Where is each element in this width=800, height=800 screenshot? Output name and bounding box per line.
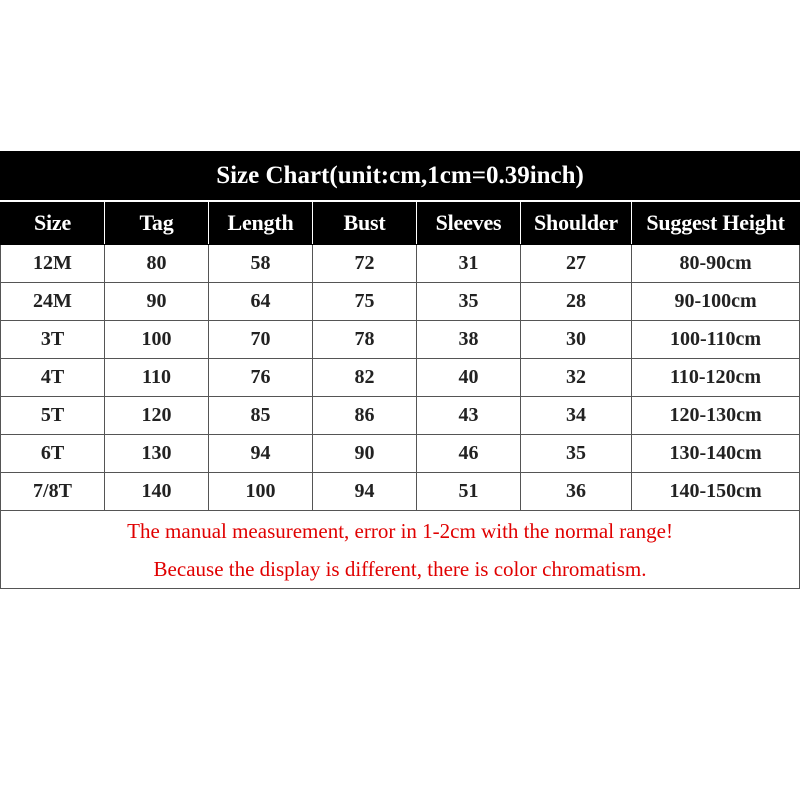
cell-size: 6T: [1, 435, 105, 473]
cell-size: 7/8T: [1, 473, 105, 511]
cell-bust: 94: [313, 473, 417, 511]
chart-title: Size Chart(unit:cm,1cm=0.39inch): [1, 152, 800, 202]
cell-suggest-height: 100-110cm: [632, 321, 800, 359]
table-row: [1, 283, 800, 321]
cell-sleeves: 40: [417, 359, 521, 397]
cell-length: 94: [209, 435, 313, 473]
cell-sleeves: 35: [417, 283, 521, 321]
table-row: [1, 245, 800, 283]
cell-tag: 100: [105, 321, 209, 359]
cell-sleeves: 51: [417, 473, 521, 511]
cell-bust: 72: [313, 245, 417, 283]
column-header-length: Length: [209, 201, 313, 245]
cell-length: 85: [209, 397, 313, 435]
cell-bust: 82: [313, 359, 417, 397]
cell-tag: 80: [105, 245, 209, 283]
cell-tag: 110: [105, 359, 209, 397]
cell-shoulder: 32: [521, 359, 632, 397]
cell-bust: 86: [313, 397, 417, 435]
cell-length: 64: [209, 283, 313, 321]
cell-length: 58: [209, 245, 313, 283]
cell-sleeves: 46: [417, 435, 521, 473]
cell-length: 100: [209, 473, 313, 511]
column-header-size: Size: [1, 201, 105, 245]
cell-sleeves: 43: [417, 397, 521, 435]
cell-shoulder: 30: [521, 321, 632, 359]
note-cell: [1, 511, 800, 589]
cell-suggest-height: 130-140cm: [632, 435, 800, 473]
title-row: [1, 152, 800, 202]
cell-length: 76: [209, 359, 313, 397]
cell-bust: 75: [313, 283, 417, 321]
cell-shoulder: 35: [521, 435, 632, 473]
table-row: [1, 397, 800, 435]
color-note: Because the display is different, there is color chromatism.: [153, 556, 647, 581]
cell-suggest-height: 120-130cm: [632, 397, 800, 435]
column-header-bust: Bust: [313, 201, 417, 245]
cell-shoulder: 28: [521, 283, 632, 321]
column-header-suggest-height: Suggest Height: [632, 201, 800, 245]
column-header-shoulder: Shoulder: [521, 201, 632, 245]
cell-size: 3T: [1, 321, 105, 359]
measurement-note: The manual measurement, error in 1-2cm with the normal range!: [127, 518, 673, 543]
table-row: [1, 359, 800, 397]
cell-shoulder: 27: [521, 245, 632, 283]
cell-suggest-height: 140-150cm: [632, 473, 800, 511]
table-row: [1, 473, 800, 511]
column-header-sleeves: Sleeves: [417, 201, 521, 245]
column-header-row: [1, 201, 800, 245]
cell-shoulder: 36: [521, 473, 632, 511]
cell-suggest-height: 110-120cm: [632, 359, 800, 397]
note-row: [1, 511, 800, 589]
cell-sleeves: 31: [417, 245, 521, 283]
cell-sleeves: 38: [417, 321, 521, 359]
table-row: [1, 435, 800, 473]
column-header-tag: Tag: [105, 201, 209, 245]
cell-size: 24M: [1, 283, 105, 321]
table-row: [1, 321, 800, 359]
cell-size: 12M: [1, 245, 105, 283]
cell-suggest-height: 90-100cm: [632, 283, 800, 321]
cell-tag: 140: [105, 473, 209, 511]
size-chart-table: [0, 151, 800, 589]
cell-tag: 90: [105, 283, 209, 321]
cell-size: 4T: [1, 359, 105, 397]
cell-suggest-height: 80-90cm: [632, 245, 800, 283]
cell-tag: 120: [105, 397, 209, 435]
cell-bust: 90: [313, 435, 417, 473]
cell-length: 70: [209, 321, 313, 359]
cell-shoulder: 34: [521, 397, 632, 435]
cell-tag: 130: [105, 435, 209, 473]
cell-size: 5T: [1, 397, 105, 435]
cell-bust: 78: [313, 321, 417, 359]
